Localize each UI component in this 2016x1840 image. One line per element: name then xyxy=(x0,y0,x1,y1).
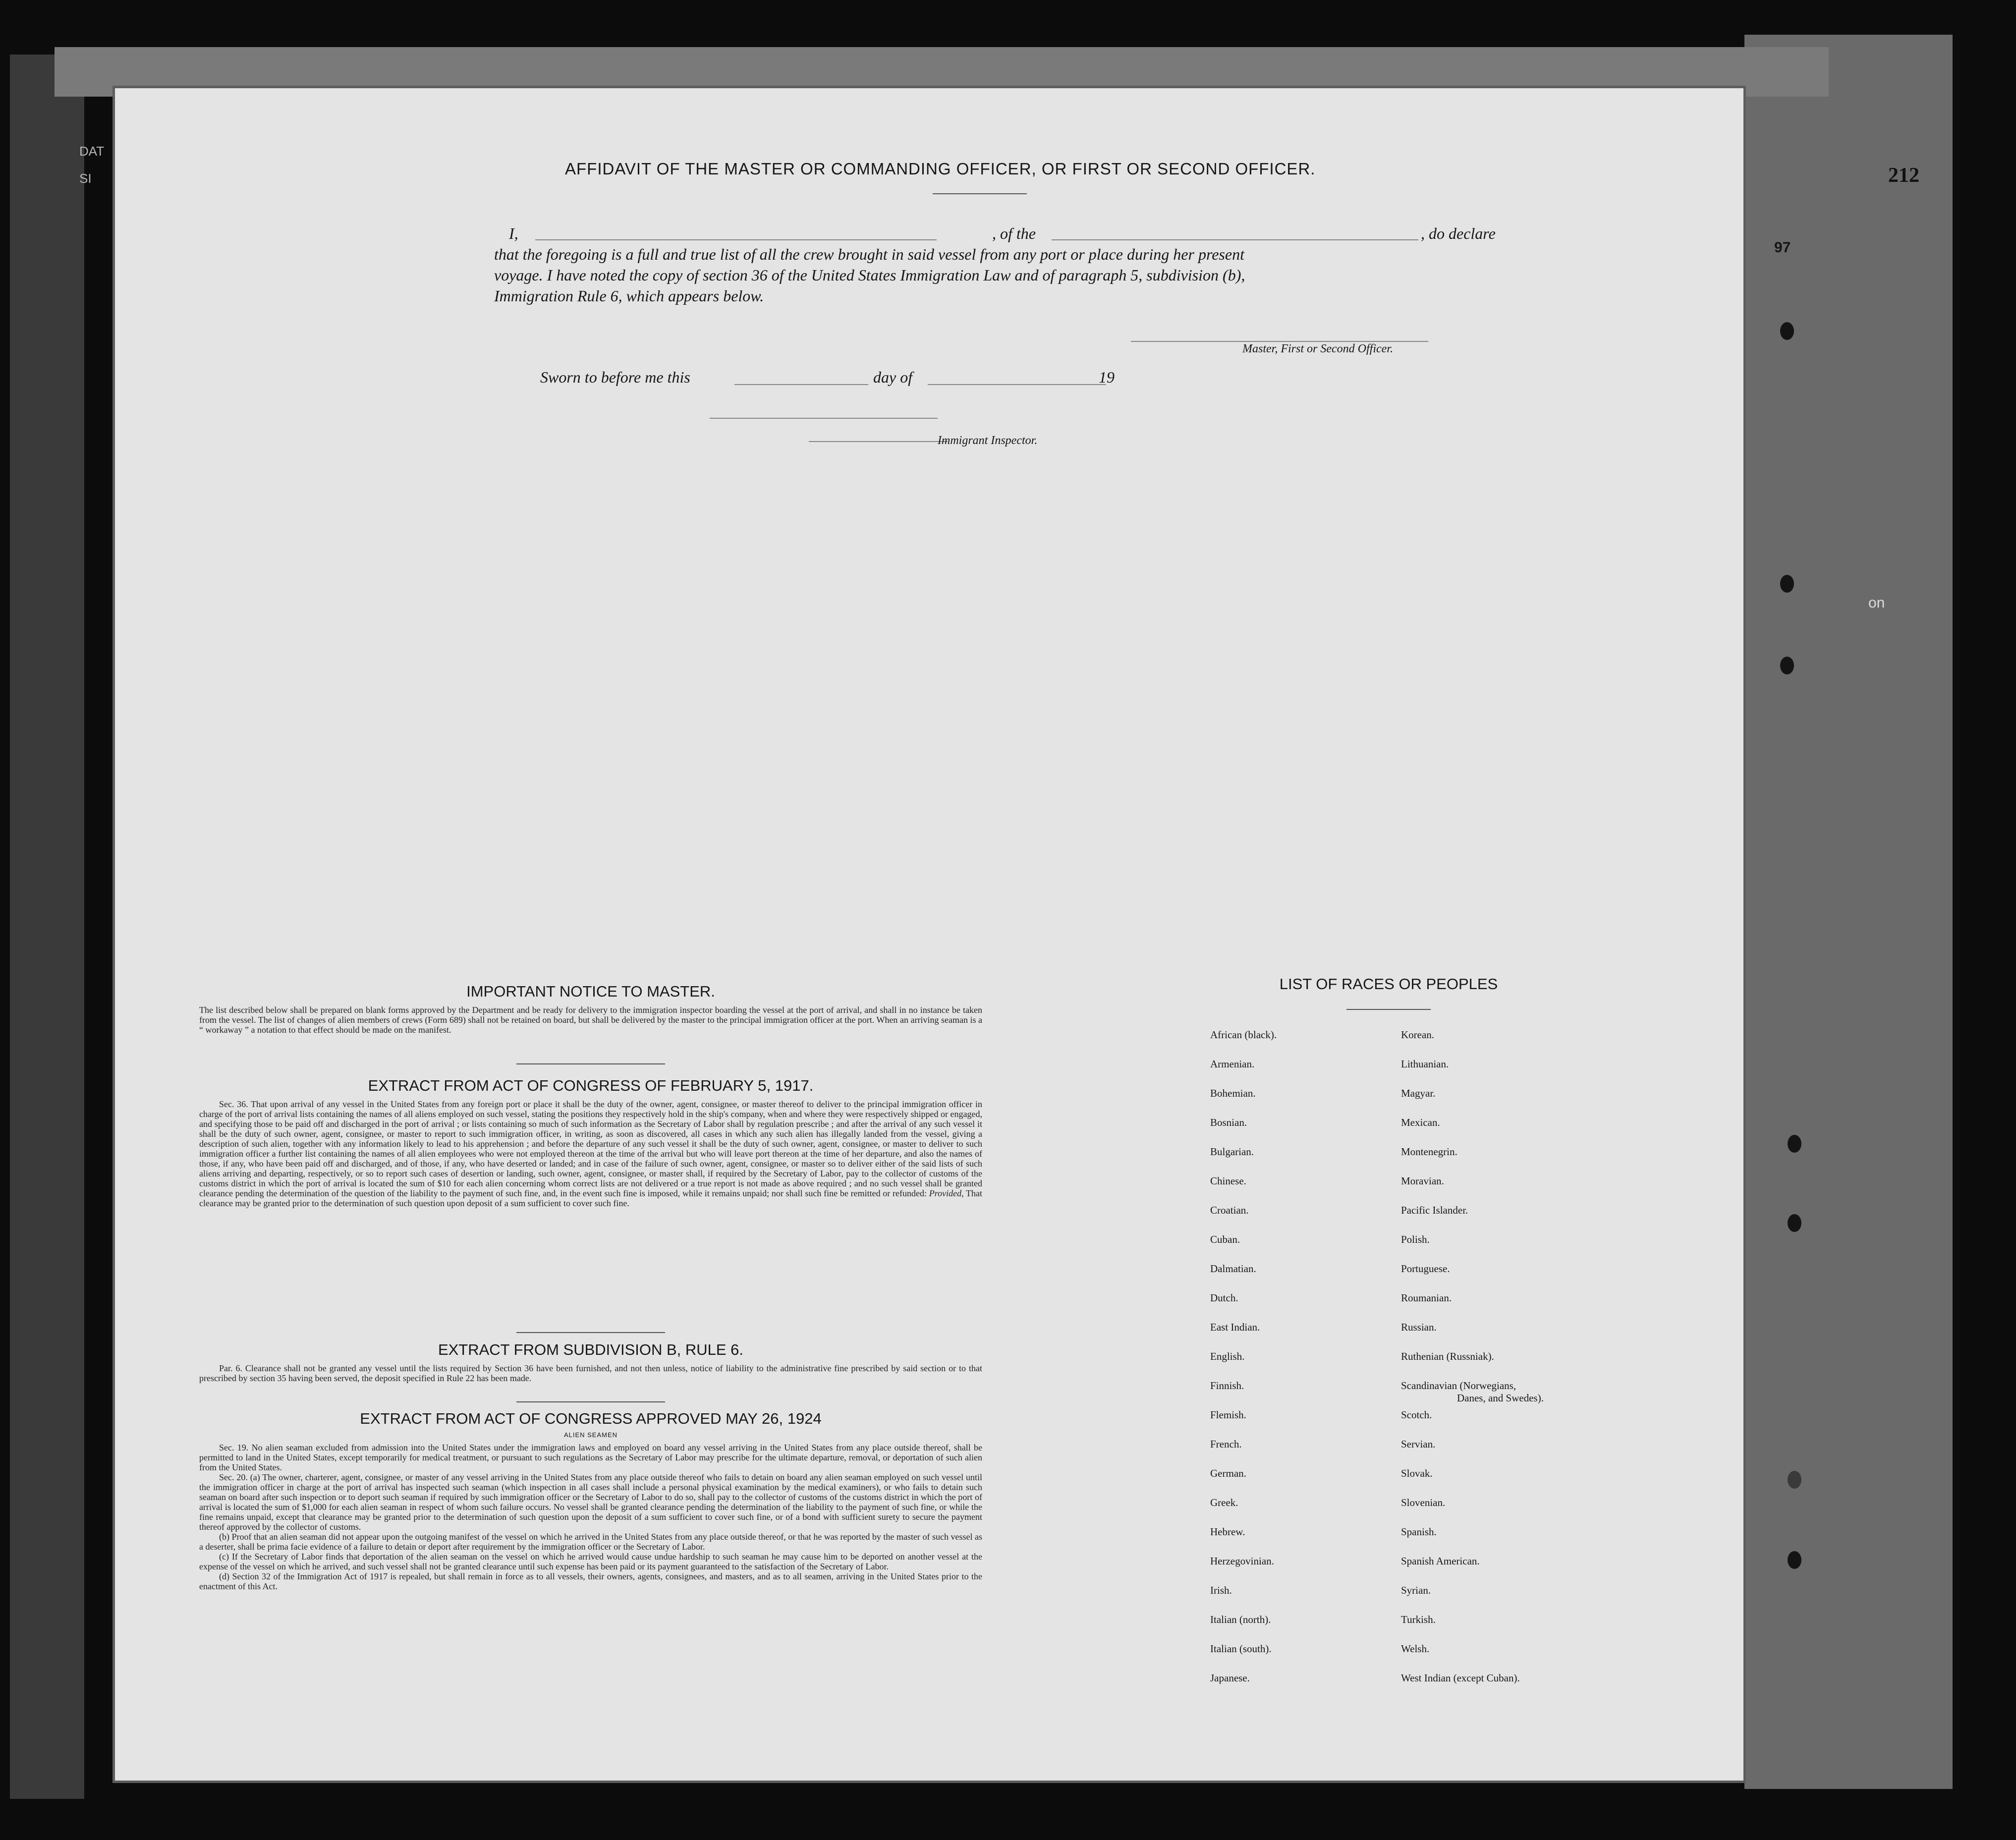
binder-hole xyxy=(1780,575,1794,593)
race-item: Syrian. xyxy=(1401,1584,1431,1596)
affidavit-title: AFFIDAVIT OF THE MASTER OR COMMANDING OFFICER, OR FIRST OR SECOND OFFICER. xyxy=(565,160,1316,178)
extract-1924-p3: (b) Proof that an alien seaman did not appear upon the outgoing manifest of the vessel on which he arrived in the United States from any place outside thereof, or that he was reported by the master of such vessel as a deserter, shall be prima facie evidence of a failure to detain or deport after requirement by the immigration officer or the Secretary of Labor. xyxy=(199,1532,982,1552)
races-title: LIST OF RACES OR PEOPLES xyxy=(1279,975,1498,993)
subdivision-text: Par. 6. Clearance shall not be granted any vessel until the lists required by Section 36 have been furnished, and not then unless, notice of liability to the administrative fine prescribed by said section or to that prescribed by section 35 having been served, the deposit specified in Rule 22 has been made. xyxy=(199,1363,982,1383)
affidavit-of-the: , of the xyxy=(992,224,1036,242)
race-item: Welsh. xyxy=(1401,1643,1430,1655)
binder-hole xyxy=(1788,1135,1801,1153)
race-item: Spanish. xyxy=(1401,1526,1437,1538)
affidavit-body-1: that the foregoing is a full and true list of all the crew brought in said vessel from any port or place during her present xyxy=(494,245,1244,263)
race-item: Hebrew. xyxy=(1210,1526,1245,1538)
race-item: Greek. xyxy=(1210,1497,1238,1508)
race-item: Korean. xyxy=(1401,1029,1435,1041)
extract-1924-p4: (c) If the Secretary of Labor finds that deportation of the alien seaman on the vessel on which he arrived would cause undue hardship to such seaman he may cause him to be deported on another vessel at the expense of the vessel on which he arrived, and such vessel shall not be granted clearance until such expense has been paid or its payment guaranteed to the satisfaction of the Secretary of Labor. xyxy=(199,1552,982,1571)
sworn-day-blank xyxy=(734,384,868,385)
extract-1917-provided: Provided, xyxy=(929,1188,964,1198)
race-item: Dutch. xyxy=(1210,1292,1238,1304)
extract-1917-sec: Sec. 36. xyxy=(219,1099,248,1109)
extract-1924-title: EXTRACT FROM ACT OF CONGRESS APPROVED MAY 26, 1924 xyxy=(360,1410,822,1427)
race-item: Portuguese. xyxy=(1401,1263,1450,1275)
race-item: Slovenian. xyxy=(1401,1497,1446,1508)
race-scandinavian-continued: Danes, and Swedes). xyxy=(1457,1392,1544,1404)
races-title-rule xyxy=(1346,1009,1431,1010)
underlying-page-edge-right xyxy=(1744,35,1953,1789)
binder-hole xyxy=(1780,322,1794,340)
binder-hole xyxy=(1788,1551,1801,1569)
vessel-blank xyxy=(1052,239,1418,240)
notice-title: IMPORTANT NOTICE TO MASTER. xyxy=(466,983,715,1000)
race-item: Ruthenian (Russniak). xyxy=(1401,1350,1494,1362)
notice-text: The list described below shall be prepared on blank forms approved by the Department and be ready for delivery to the immigration inspector boarding the vessel at the port of arrival, and shall in no instance be taken from the vessel. The list of changes of alien members of crews (Form 689) shall not be retained on board, but shall be delivered by the master to the principal immigration officer at the port. When an arriving seaman is a “ workaway ” a notation to that effect should be made on the manifest. xyxy=(199,1005,982,1035)
inspector-rule-upper xyxy=(710,418,938,419)
race-item: English. xyxy=(1210,1350,1245,1362)
margin-fragment-on: on xyxy=(1868,595,1885,611)
race-item: East Indian. xyxy=(1210,1321,1260,1333)
race-item: Japanese. xyxy=(1210,1672,1250,1684)
name-blank xyxy=(535,239,937,240)
extract-1924-p2: Sec. 20. (a) The owner, charterer, agent, consignee, or master of any vessel arriving in the United States from any place outside thereof who fails to detain on board any alien seaman employed on such vessel until the immigration officer in charge at the port of arrival has inspected such seaman (which inspection in all cases shall include a personal physical examination by the medical examiners), or who fails to detain such seaman on board after such inspection or to deport such seaman if required by such immigration officer or the Secretary of Labor to do so, shall pay to the collector of customs of the customs district in which the port of arrival is located the sum of $1,000 for each alien seaman in respect of whom such failure occurs. No vessel shall be granted clearance pending the determination of the liability to the payment of such fine, or while the fine remains unpaid, except that clearance may be granted prior to the determination of such question upon the deposit of a sum sufficient to cover such fine, or of a bond with sufficient surety to secure the payment thereof approved by the collector of customs. xyxy=(199,1472,982,1532)
race-item: Magyar. xyxy=(1401,1087,1436,1099)
extract-1917-text xyxy=(199,1099,982,1208)
affidavit-body-3: Immigration Rule 6, which appears below. xyxy=(494,287,764,305)
race-item: German. xyxy=(1210,1467,1246,1479)
master-signature-label: Master, First or Second Officer. xyxy=(1242,342,1393,355)
race-item: Armenian. xyxy=(1210,1058,1255,1070)
subdivision-rule xyxy=(516,1401,665,1402)
race-item: Pacific Islander. xyxy=(1401,1204,1468,1216)
race-item: Scotch. xyxy=(1401,1409,1432,1421)
race-item: Slovak. xyxy=(1401,1467,1433,1479)
affidavit-i: I, xyxy=(509,224,518,242)
race-item: Scandinavian (Norwegians, xyxy=(1401,1380,1516,1392)
sworn-text: Sworn to before me this xyxy=(540,368,690,386)
extract-1924-p1: Sec. 19. No alien seaman excluded from admission into the United States under the immigration laws and employed on board any vessel arriving in the United States from any place outside thereof, shall be permitted to land in the United States, except temporarily for medical treatment, or pursuant to such regulations as the Secretary of Labor may prescribe for the ultimate departure, removal, or deportation of such alien from the United States. xyxy=(199,1443,982,1472)
subdivision-title: EXTRACT FROM SUBDIVISION B, RULE 6. xyxy=(438,1341,744,1358)
race-item: Bulgarian. xyxy=(1210,1146,1254,1158)
extract-1917-body: That upon arrival of any vessel in the United States from any foreign port or place it shall be the duty of the owner, agent, consignee, or master thereof to deliver to the principal immigration officer in charge of the port of arrival lists containing the names of all aliens employed on such vessel, stating the positions they respectively hold in the ship's company, when and where they were respectively shipped or engaged, and specifying those to be paid off and discharged in the port of arrival ; or lists containing so much of such information as the Secretary of Labor shall by regulation prescribe ; and after the arrival of any such vessel it shall be the duty of such owner, agent, consignee, or master to report to such immigration officer, in writing, as soon as discovered, all cases in which any such alien has illegally landed from the vessel, giving a description of such alien, together with any information likely to lead to his apprehension ; and before the departure of any such vessel it shall be the duty of such owner, agent, consignee, or master to deliver to such immigration officer a further list containing the names of all alien employees who were not employed thereon at the time of the arrival but who will leave port thereon at the time of her departure, and also the names of those, if any, who have been paid off and discharged, and of those, if any, who have deserted or landed; and in case of the failure of such owner, agent, consignee, or master so to deliver either of the said lists of such aliens arriving and departing, respectively, or so to report such cases of desertion or landing, such owner, agent, consignee, or master shall, if required by the Secretary of Labor, pay to the collector of customs of the customs district in which the port of arrival is located the sum of $10 for each alien concerning whom correct lists are not delivered or a true report is not made as above required ; and no such vessel shall be granted clearance pending the determination of the question of the liability to the payment of such fine, and, in the event such fine is imposed, while it remains unpaid; nor shall such fine be remitted or refunded: xyxy=(199,1099,982,1198)
race-item: Finnish. xyxy=(1210,1380,1244,1392)
race-item: Servian. xyxy=(1401,1438,1436,1450)
manifest-page xyxy=(115,88,1791,1781)
notice-rule xyxy=(516,1063,665,1064)
race-item: Bohemian. xyxy=(1210,1087,1256,1099)
stamp-number: 97 xyxy=(1774,239,1791,256)
extract-1924-subtitle: ALIEN SEAMEN xyxy=(563,1431,618,1439)
race-item: Croatian. xyxy=(1210,1204,1249,1216)
race-item: French. xyxy=(1210,1438,1242,1450)
affidavit-do-declare: , do declare xyxy=(1421,224,1496,242)
race-item: Spanish American. xyxy=(1401,1555,1480,1567)
inspector-signature-line xyxy=(809,441,948,442)
margin-fragment-si: SI xyxy=(79,171,92,186)
binder-hole xyxy=(1780,657,1794,674)
margin-fragment-dat: DAT xyxy=(79,144,105,159)
page-number: 212 xyxy=(1888,164,1919,187)
binder-hole xyxy=(1788,1214,1801,1232)
year-prefix: 19 xyxy=(1099,368,1115,386)
affidavit-body-2: voyage. I have noted the copy of section 36 of the United States Immigration Law and of paragraph 5, subdivision (b), xyxy=(494,266,1245,284)
race-item: Flemish. xyxy=(1210,1409,1246,1421)
month-blank xyxy=(928,384,1106,385)
race-item: Turkish. xyxy=(1401,1614,1436,1625)
race-item: African (black). xyxy=(1210,1029,1277,1041)
race-item: West Indian (except Cuban). xyxy=(1401,1672,1520,1684)
race-item: Herzegovinian. xyxy=(1210,1555,1274,1567)
race-item: Polish. xyxy=(1401,1233,1430,1245)
race-item: Bosnian. xyxy=(1210,1116,1247,1128)
binder-hole xyxy=(1788,1471,1801,1489)
affidavit-title-rule xyxy=(933,193,1027,194)
race-item: Russian. xyxy=(1401,1321,1437,1333)
extract-1924-text xyxy=(199,1443,982,1591)
extract-1917-rule xyxy=(516,1332,665,1333)
race-item: Lithuanian. xyxy=(1401,1058,1449,1070)
race-item: Cuban. xyxy=(1210,1233,1240,1245)
race-item: Roumanian. xyxy=(1401,1292,1452,1304)
extract-1917-tail: That clearance may be granted prior to the determination of such question upon deposit of a sum sufficient to cover such fine. xyxy=(199,1188,982,1208)
day-of-text: day of xyxy=(873,368,913,386)
inspector-signature-label: Immigrant Inspector. xyxy=(938,434,1038,447)
race-item: Moravian. xyxy=(1401,1175,1444,1187)
extract-1924-p5: (d) Section 32 of the Immigration Act of 1917 is repealed, but shall remain in force as to all vessels, their owners, agents, consignees, and masters, and as to all seamen, arriving in the United States prior to the enactment of this Act. xyxy=(199,1571,982,1591)
race-item: Chinese. xyxy=(1210,1175,1246,1187)
race-item: Mexican. xyxy=(1401,1116,1440,1128)
race-item: Italian (south). xyxy=(1210,1643,1272,1655)
race-item: Italian (north). xyxy=(1210,1614,1271,1625)
race-item: Irish. xyxy=(1210,1584,1232,1596)
extract-1917-title: EXTRACT FROM ACT OF CONGRESS OF FEBRUARY 5, 1917. xyxy=(368,1077,814,1094)
race-item: Montenegrin. xyxy=(1401,1146,1457,1158)
race-item: Dalmatian. xyxy=(1210,1263,1256,1275)
underlying-page-edge xyxy=(10,55,84,1799)
